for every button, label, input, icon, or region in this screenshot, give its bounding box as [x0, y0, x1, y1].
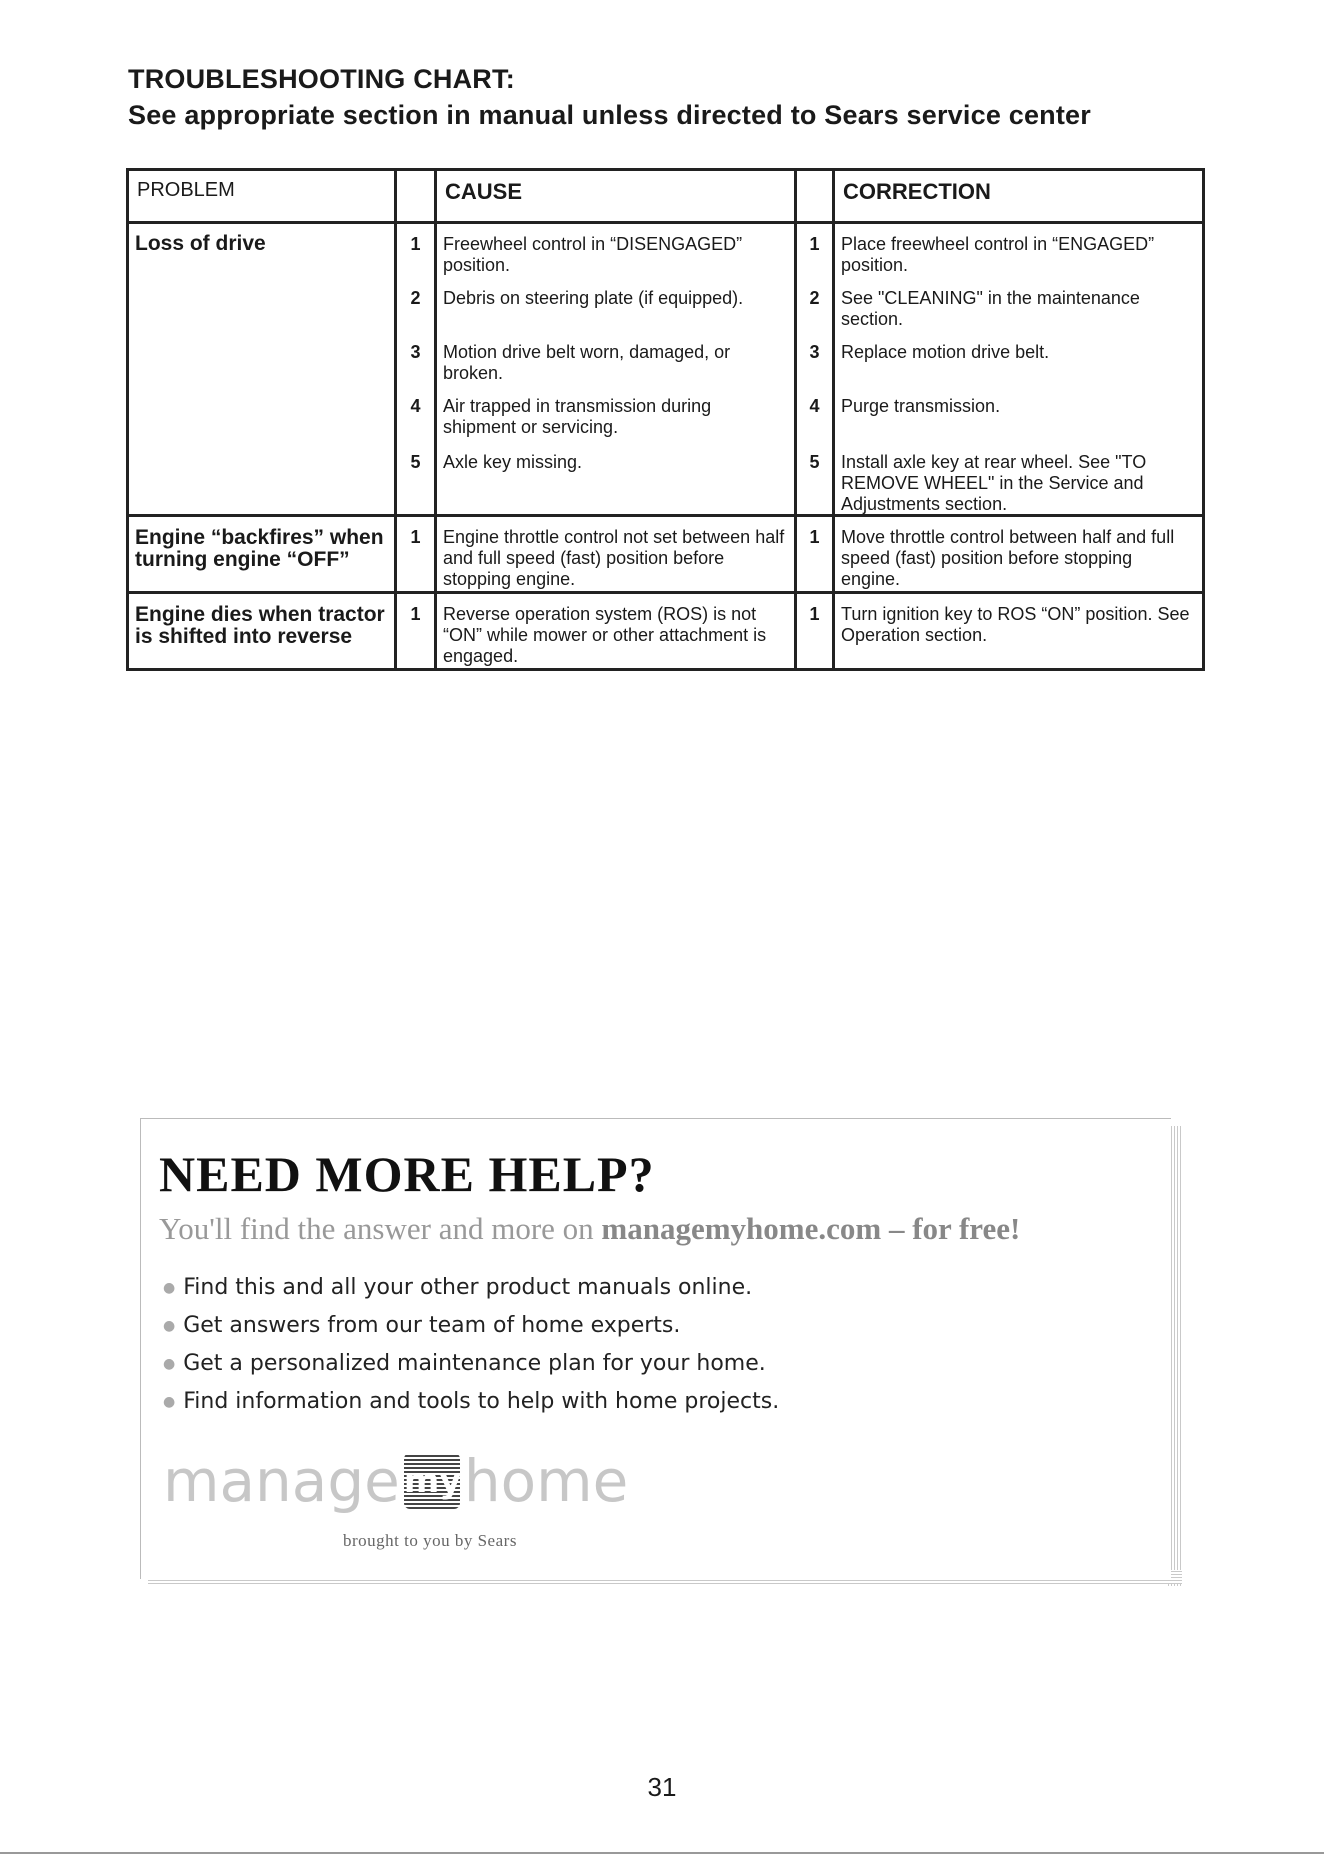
correction-text: Install axle key at rear wheel. See "TO REMOVE WHEEL" in the Service and Adjustments section. [841, 452, 1147, 514]
chart-title: TROUBLESHOOTING CHART: [128, 64, 515, 94]
problem-cell: Engine “backfires” when turning engine “OFF” [128, 516, 396, 593]
header-correction: CORRECTION [834, 170, 1204, 223]
item-number: 1 [410, 527, 421, 547]
problem-cell: Engine dies when tractor is shifted into reverse [128, 593, 396, 670]
cause-cell [436, 223, 796, 516]
item-number: 5 [410, 452, 421, 472]
cause-text: Motion drive belt worn, damaged, or broken. [443, 342, 731, 383]
bullet-icon: ● [163, 1394, 176, 1410]
cause-text: Engine throttle control not set between half and full speed (fast) position before stopping engine. [443, 527, 785, 589]
bullet-icon: ● [163, 1318, 176, 1334]
item-number: 1 [809, 527, 820, 547]
correction-number-cell [796, 223, 834, 516]
correction-text: See "CLEANING" in the maintenance section. [841, 288, 1140, 329]
correction-cell [834, 593, 1204, 670]
item-number: 4 [809, 396, 820, 416]
bullet-text: Find this and all your other product manuals online. [183, 1275, 753, 1300]
bullet-text: Find information and tools to help with home projects. [183, 1389, 780, 1414]
list-item [163, 1307, 779, 1345]
managemyhome-logo [163, 1447, 628, 1515]
problem-cell: Loss of drive [128, 223, 396, 516]
list-item [163, 1269, 779, 1307]
cause-number-cell [396, 516, 436, 593]
troubleshooting-table [126, 168, 1205, 671]
logo-home-text: home [463, 1447, 629, 1515]
table-header-row [128, 170, 1204, 223]
item-number: 3 [410, 342, 421, 362]
list-item [163, 1345, 779, 1383]
bullet-text: Get a personalized maintenance plan for your home. [183, 1351, 766, 1376]
item-number: 2 [809, 288, 820, 308]
logo-my-badge: my [404, 1453, 460, 1509]
list-item [163, 1383, 779, 1421]
table-row [128, 593, 1204, 670]
help-subtitle [159, 1211, 1020, 1247]
correction-text: Purge transmission. [841, 396, 1001, 416]
item-number: 1 [809, 234, 820, 254]
correction-cell [834, 516, 1204, 593]
bottom-rule [0, 1852, 1324, 1854]
bullet-icon: ● [163, 1280, 176, 1296]
cause-cell [436, 593, 796, 670]
help-bullet-list [163, 1269, 779, 1421]
header-num-cause [396, 170, 436, 223]
item-number: 2 [410, 288, 421, 308]
help-subtitle-text: You'll find the answer and more on [159, 1211, 602, 1246]
cause-cell [436, 516, 796, 593]
table-row [128, 223, 1204, 516]
cause-text: Air trapped in transmission during shipment or servicing. [443, 396, 712, 437]
item-number: 4 [410, 396, 421, 416]
help-subtitle-site: managemyhome.com – for free! [601, 1211, 1021, 1246]
item-number: 1 [809, 604, 820, 624]
item-number: 3 [809, 342, 820, 362]
correction-cell [834, 223, 1204, 516]
chart-subtitle: See appropriate section in manual unless directed to Sears service center [128, 100, 1091, 130]
logo-manage-text: manage [163, 1447, 400, 1515]
item-number: 5 [809, 452, 820, 472]
item-number: 1 [410, 234, 421, 254]
bullet-icon: ● [163, 1356, 176, 1372]
header-cause: CAUSE [436, 170, 796, 223]
cause-text: Reverse operation system (ROS) is not “ON” while mower or other attachment is engaged. [443, 604, 767, 666]
bullet-text: Get answers from our team of home experts. [183, 1313, 681, 1338]
help-title: NEED MORE HELP? [159, 1146, 655, 1202]
correction-number-cell [796, 516, 834, 593]
correction-number-cell [796, 593, 834, 670]
cause-number-cell [396, 223, 436, 516]
cause-text: Debris on steering plate (if equipped). [443, 288, 744, 308]
item-number: 1 [410, 604, 421, 624]
correction-text: Place freewheel control in “ENGAGED” position. [841, 234, 1155, 275]
correction-text: Replace motion drive belt. [841, 342, 1050, 362]
header-num-correction [796, 170, 834, 223]
cause-number-cell [396, 593, 436, 670]
page-number: 31 [647, 1772, 677, 1802]
cause-text: Axle key missing. [443, 452, 583, 472]
table-row [128, 516, 1204, 593]
brought-by-sears: brought to you by Sears [343, 1531, 517, 1550]
need-more-help-box [140, 1118, 1171, 1579]
header-problem: PROBLEM [128, 170, 396, 223]
correction-text: Turn ignition key to ROS “ON” position. See Operation section. [841, 604, 1190, 645]
cause-text: Freewheel control in “DISENGAGED” position. [443, 234, 743, 275]
correction-text: Move throttle control between half and full speed (fast) position before stopping engine. [841, 527, 1175, 589]
